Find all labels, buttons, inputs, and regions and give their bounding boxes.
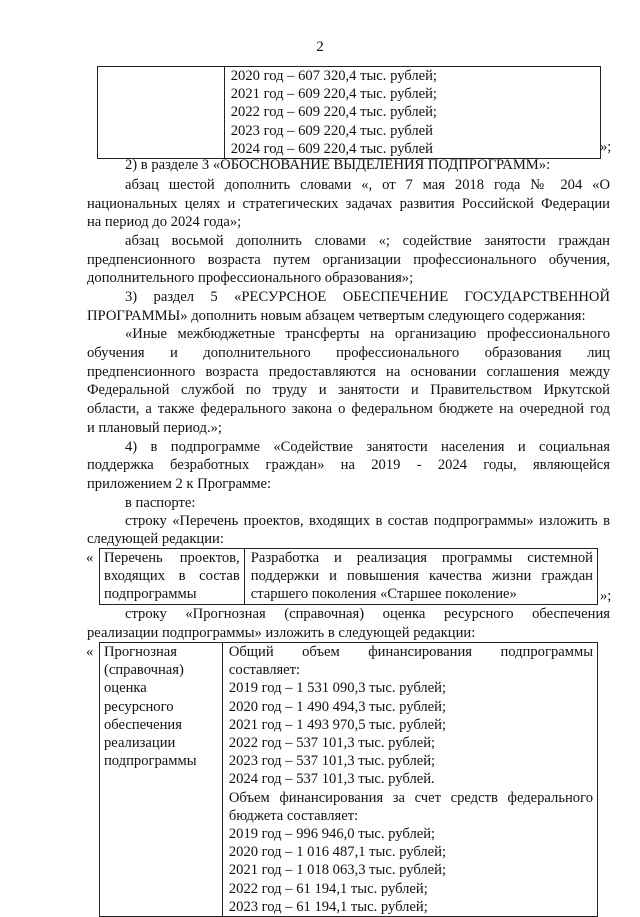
paragraph-line: в паспорте:	[125, 495, 196, 511]
paragraph-line: абзац восьмой дополнить словами «; содействие занятости граждан	[125, 233, 610, 249]
funding-line: Объем финансирования за счет средств федерального	[228, 789, 593, 806]
paragraph-line: 4) в подпрограмме «Содействие занятости населения и социальная	[125, 439, 610, 455]
funding-line: 2023 год – 61 194,1 тыс. рублей;	[228, 898, 428, 915]
funding-table	[99, 642, 598, 917]
funding-label-line: реализации	[104, 735, 176, 752]
paragraph-line: реализации подпрограммы» изложить в следующей редакции:	[87, 625, 476, 641]
open-quote: «	[86, 644, 94, 660]
funding-label-line: (справочная)	[104, 662, 184, 679]
funding-table-label	[100, 643, 223, 917]
projects-table	[99, 548, 598, 605]
funding-label-line: ресурсного	[104, 698, 174, 715]
projects-table-closing: »;	[600, 588, 612, 604]
paragraph-line: национальных целях и стратегических задачах развития Российской Федерации	[87, 196, 610, 212]
paragraph-line: предпенсионного возраста путем организации профессионального обучения,	[87, 252, 610, 268]
funding-line: Общий объем финансирования подпрограммы	[228, 644, 593, 660]
paragraph-line: области, а также федерального закона о федеральном бюджете на очередной год	[87, 401, 610, 417]
paragraph-line: «Иные межбюджетные трансферты на организацию профессионального	[125, 326, 610, 342]
funding-line: 2021 год – 1 493 970,5 тыс. рублей;	[228, 716, 447, 733]
paragraph-line: Федеральной службой по труду и занятости и Правительством Иркутской	[87, 382, 610, 398]
paragraph-line: строку «Перечень проектов, входящих в состав подпрограммы» изложить в	[125, 513, 610, 529]
funding-line: 2022 год – 61 194,1 тыс. рублей;	[228, 880, 428, 897]
funding-label-line: Прогнозная	[104, 644, 177, 660]
funding-line: 2020 год – 1 016 487,1 тыс. рублей;	[228, 844, 447, 861]
projects-table-label: Перечень проектов, входящих в состав подпрограммы	[100, 549, 245, 605]
paragraph-line: дополнительного профессионального образования»;	[87, 270, 414, 286]
funding-line: 2021 год – 1 018 063,3 тыс. рублей;	[228, 862, 447, 879]
paragraph-line: приложением 2 к Программе:	[87, 476, 272, 492]
top-table-row: 2024 год – 609 220,4 тыс. рублей	[230, 140, 433, 157]
funding-line: 2019 год – 996 946,0 тыс. рублей;	[228, 826, 436, 843]
paragraph-line: на период до 2024 года»;	[87, 214, 242, 230]
paragraph-line: поддержка безработных граждан» на 2019 - 2024 годы, являющейся	[87, 457, 610, 473]
funding-line: 2023 год – 537 101,3 тыс. рублей;	[228, 753, 436, 770]
projects-table-value: Разработка и реализация программы системной поддержки и повышения качества жизни граждан старшего поколения «Старшее поколение»	[244, 549, 597, 605]
top-table-closing: »;	[600, 139, 612, 155]
paragraph-line: абзац шестой дополнить словами «, от 7 мая 2018 года № 204 «О	[125, 177, 610, 193]
paragraph-line: следующей редакции:	[87, 531, 224, 547]
funding-table-value	[222, 643, 597, 917]
funding-line: бюджета составляет:	[228, 807, 359, 824]
open-quote: «	[86, 550, 94, 566]
paragraph-line: ПРОГРАММЫ» дополнить новым абзацем четвертым следующего содержания:	[87, 308, 586, 324]
top-table-right-cell	[224, 67, 600, 159]
funding-label-line: подпрограммы	[104, 753, 197, 770]
top-table-left-cell	[98, 67, 225, 159]
top-table	[97, 66, 601, 159]
funding-line: 2020 год – 1 490 494,3 тыс. рублей;	[228, 698, 447, 715]
top-table-row: 2020 год – 607 320,4 тыс. рублей;	[230, 68, 437, 84]
paragraph-line: строку «Прогнозная (справочная) оценка ресурсного обеспечения	[125, 606, 610, 622]
paragraph-line: и плановый период.»;	[87, 420, 222, 436]
paragraph-line: 3) раздел 5 «РЕСУРСНОЕ ОБЕСПЕЧЕНИЕ ГОСУДАРСТВЕННОЙ	[125, 289, 610, 305]
paragraph-line: 2) в разделе 3 «ОБОСНОВАНИЕ ВЫДЕЛЕНИЯ ПОДПРОГРАММ»:	[125, 157, 551, 173]
top-table-row: 2023 год – 609 220,4 тыс. рублей	[230, 122, 433, 139]
top-table-row: 2021 год – 609 220,4 тыс. рублей;	[230, 86, 437, 103]
funding-label-line: оценка	[104, 680, 147, 697]
top-table-row: 2022 год – 609 220,4 тыс. рублей;	[230, 104, 437, 121]
funding-line: составляет:	[228, 662, 301, 679]
paragraph-line: обучения и дополнительного профессионального образования лиц	[87, 345, 610, 361]
page-number: 2	[316, 39, 324, 55]
paragraph-line: предпенсионного возраста предоставляются на основании соглашения между	[87, 364, 610, 380]
funding-line: 2024 год – 537 101,3 тыс. рублей.	[228, 771, 435, 788]
funding-label-line: обеспечения	[104, 716, 182, 733]
funding-line: 2019 год – 1 531 090,3 тыс. рублей;	[228, 680, 447, 697]
funding-line: 2022 год – 537 101,3 тыс. рублей;	[228, 735, 436, 752]
